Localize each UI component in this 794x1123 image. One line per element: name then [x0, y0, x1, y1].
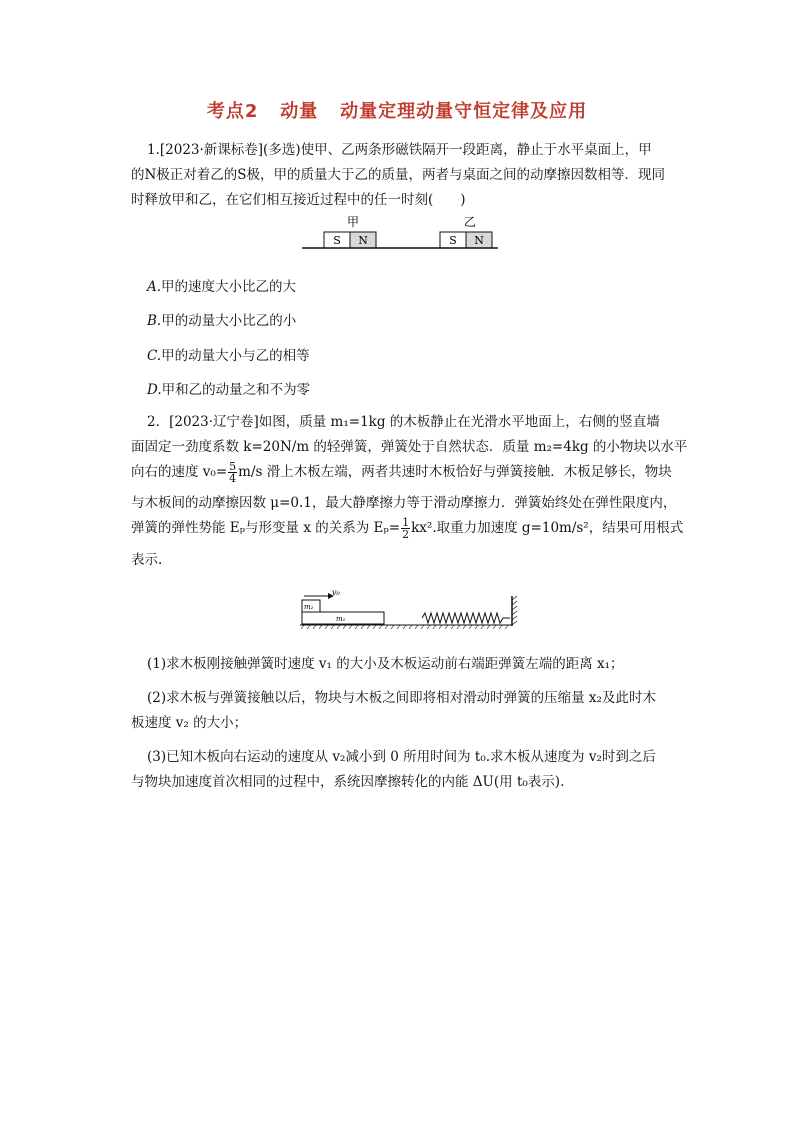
magnet-a-s-text: S [333, 234, 341, 247]
ground-hatching [301, 625, 508, 629]
q2-sub2-line1: (2)求木板与弹簧接触以后，物块与木板之间即将相对滑动时弹簧的压缩量 x₂及此时木 [147, 690, 656, 706]
q2-line3: 向右的速度 v₀= $\frac{5}{4}$ m/s 滑上木板左端，两者共速时木板恰好与弹簧接触．木板足够长，物块 [131, 460, 672, 485]
q2-sub3-line2: 与物块加速度首次相同的过程中，系统因摩擦转化的内能 ΔU(用 t₀表示). [131, 774, 565, 790]
q1-option-a: A.甲的速度大小比乙的大 [147, 279, 297, 295]
q2-sub2-line2: 板速度 v₂ 的大小； [131, 715, 248, 731]
magnet-b-label: 乙 [463, 215, 477, 229]
q1-magnet-figure [300, 212, 500, 254]
q1-line2: 的N极正对着乙的S极，甲的质量大于乙的质量，两者与桌面之间的动摩擦因数相等．现同 [131, 167, 666, 183]
q2-line4: 与木板间的动摩擦因数 μ=0.1，最大静摩擦力等于滑动摩擦力．弹簧始终处在弹性限度内， [131, 495, 677, 511]
q1-line3: 时释放甲和乙，在它们相互接近过程中的任一时刻( ) [131, 192, 466, 208]
q1-line1: 1.[2023·新课标卷](多选)使甲、乙两条形磁铁隔开一段距离，静止于水平桌面上，甲 [147, 142, 652, 158]
q2-line1: 2．[2023·辽宁卷]如图，质量 m₁=1kg 的木板静止在光滑水平地面上，右侧的竖直墙 [147, 414, 660, 430]
title-part2: 动量定理动量守恒定律及应用 [340, 101, 588, 122]
q1-option-b: B.甲的动量大小比乙的小 [147, 313, 297, 329]
m1-label: m₁ [336, 615, 346, 623]
q2-line2: 面固定一劲度系数 k=20N/m 的轻弹簧，弹簧处于自然状态．质量 m₂=4kg 的小物块以水平 [131, 439, 688, 455]
magnet-a-n-text: N [358, 234, 368, 247]
page-title [0, 97, 794, 123]
magnet-b-s-text: S [449, 234, 457, 247]
q2-line6: 表示. [131, 552, 163, 568]
q2-sub1: (1)求木板刚接触弹簧时速度 v₁ 的大小及木板运动前右端距弹簧左端的距离 x₁； [147, 656, 624, 672]
q2-line5: 弹簧的弹性势能 Eₚ与形变量 x 的关系为 Eₚ= $\frac{1}{2}$ kx².取重力加速度 g=10m/s²，结果可用根式 [131, 516, 684, 541]
q2-spring-board-figure [298, 590, 520, 632]
q1-option-d: D.甲和乙的动量之和不为零 [147, 382, 311, 398]
title-part1: 动量 [280, 101, 319, 122]
spring [422, 613, 510, 623]
magnet-b-n-text: N [474, 234, 484, 247]
magnet-a-label: 甲 [346, 215, 360, 229]
q2-sub3-line1: (3)已知木板向右运动的速度从 v₂减小到 0 所用时间为 t₀.求木板从速度为 v₂时到之后 [147, 749, 656, 765]
v0-label: v₀ [332, 590, 340, 597]
m2-label: m₂ [304, 603, 314, 611]
title-prefix: 考点2 [206, 101, 259, 122]
q1-option-c: C.甲的动量大小与乙的相等 [147, 348, 310, 364]
